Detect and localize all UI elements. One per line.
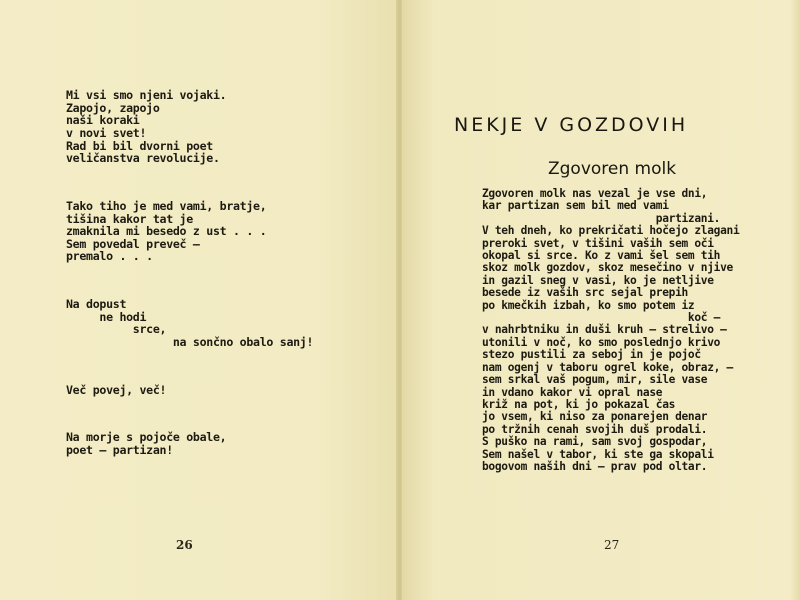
right-poem-text: Zgovoren molk nas vezal je vse dni, kar partizan sem bil med vami partizani. V teh dneh, ko prekričati hočejo zlagani preroki svet, v tišini vaših sem oči okopal si srce. Ko z vami šel sem tih skoz molk gozdov, skoz mesečino v njive in gazil sneg v vasi, ko je netljive besede iz vaših src sejal prepih po kmečkih izbah, ko smo potem iz koč — v nahrbtniku in duši kruh — strelivo — utonili v noč, ko smo poslednjo krivo stezo pustili za seboj in je pojoč nam ogenj v taboru ogrel koke, obraz, — sem srkal vaš pogum, mir, sile vase in vdano kakor vi opral nase križ na pot, ki jo pokazal čas jo vsem, ki niso za ponarejen denar po tržnih cenah svojih duš prodali. S puško na rami, sam svoj gospodar, Sem našel v tabor, ki ste ga skopali bogovom naših dni — prav pod oltar.	[482, 187, 740, 473]
right-page	[402, 0, 800, 600]
page-number-right: 27	[604, 538, 620, 552]
stanza: Na morje s pojoče obale, poet — partizan!	[66, 430, 227, 458]
left-poem-text	[66, 64, 386, 492]
poem-title: Zgovoren molk	[548, 159, 677, 179]
stanza: Več povej, več!	[66, 382, 167, 397]
stanza: Tako tiho je med vami, bratje, tišina kakor tat je zmaknila mi besedo z ust . . . Sem povedal preveč — premalo . . .	[66, 198, 267, 264]
stanza: Mi vsi smo njeni vojaki. Zapojo, zapojo naši koraki v novi svet! Rad bi bil dvorni poet veličanstva revolucije.	[66, 88, 227, 166]
page-edge	[790, 0, 800, 600]
left-page	[0, 0, 398, 600]
section-title: NEKJE V GOZDOVIH	[454, 114, 689, 136]
stanza: Na dopust ne hodi srce, na sončno obalo sanj!	[66, 297, 314, 349]
page-number-left: 26	[176, 538, 193, 552]
